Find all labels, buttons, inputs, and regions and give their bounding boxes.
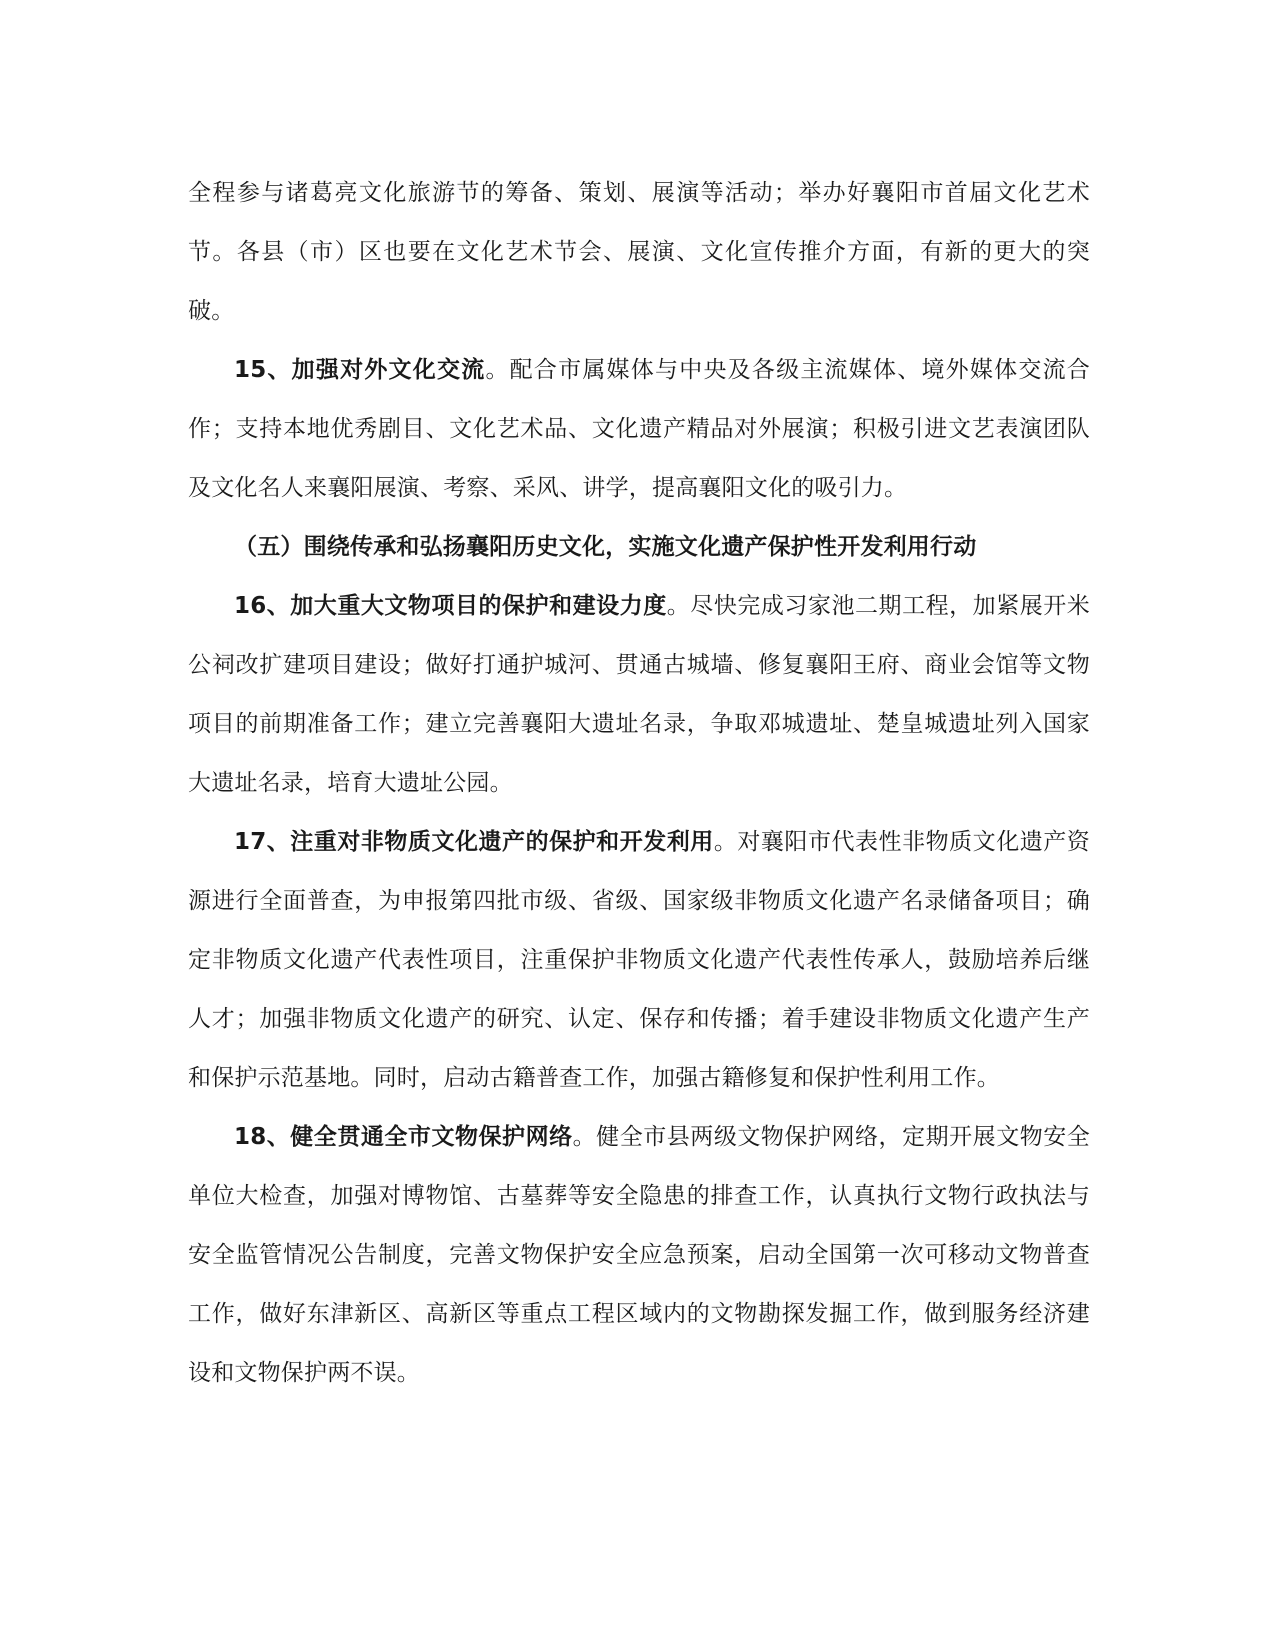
paragraph-item-15 (188, 341, 1090, 518)
section-heading: （五）围绕传承和弘扬襄阳历史文化，实施文化遗产保护性开发利用行动 (234, 534, 977, 560)
paragraph-text: 。对襄阳市代表性非物质文化遗产资源进行全面普查，为申报第四批市级、省级、国家级非物质文化遗产名录储备项目；确定非物质文化遗产代表性项目，注重保护非物质文化遗产代表性传承人，鼓励培养后继人才；加强非物质文化遗产的研究、认定、保存和传播；着手建设非物质文化遗产生产和保护示范基地。同时，启动古籍普查工作，加强古籍修复和保护性利用工作。 (188, 829, 1090, 1091)
paragraph-text: 。尽快完成习家池二期工程，加紧展开米公祠改扩建项目建设；做好打通护城河、贯通古城墙、修复襄阳王府、商业会馆等文物项目的前期准备工作；建立完善襄阳大遗址名录，争取邓城遗址、楚皇城遗址列入国家大遗址名录，培育大遗址公园。 (188, 593, 1090, 796)
paragraph-item-18 (188, 1108, 1090, 1403)
paragraph-lead: 17、注重对非物质文化遗产的保护和开发利用 (234, 829, 714, 855)
paragraph-item-17 (188, 813, 1090, 1108)
paragraph-item-16 (188, 577, 1090, 813)
paragraph-lead: 18、健全贯通全市文物保护网络 (234, 1124, 573, 1150)
paragraph-continuation (188, 164, 1090, 341)
paragraph-lead: 16、加大重大文物项目的保护和建设力度 (234, 593, 667, 619)
paragraph-text: 。配合市属媒体与中央及各级主流媒体、境外媒体交流合作；支持本地优秀剧目、文化艺术品、文化遗产精品对外展演；积极引进文艺表演团队及文化名人来襄阳展演、考察、采风、讲学，提高襄阳文化的吸引力。 (188, 357, 1090, 501)
paragraph-lead: 15、加强对外文化交流 (234, 357, 486, 383)
paragraph-text: 全程参与诸葛亮文化旅游节的筹备、策划、展演等活动；举办好襄阳市首届文化艺术节。各县（市）区也要在文化艺术节会、展演、文化宣传推介方面，有新的更大的突破。 (188, 180, 1090, 324)
document-body (188, 164, 1090, 1403)
paragraph-text: 。健全市县两级文物保护网络，定期开展文物安全单位大检查，加强对博物馆、古墓葬等安全隐患的排查工作，认真执行文物行政执法与安全监管情况公告制度，完善文物保护安全应急预案，启动全国第一次可移动文物普查工作，做好东津新区、高新区等重点工程区域内的文物勘探发掘工作，做到服务经济建设和文物保护两不误。 (188, 1124, 1090, 1386)
